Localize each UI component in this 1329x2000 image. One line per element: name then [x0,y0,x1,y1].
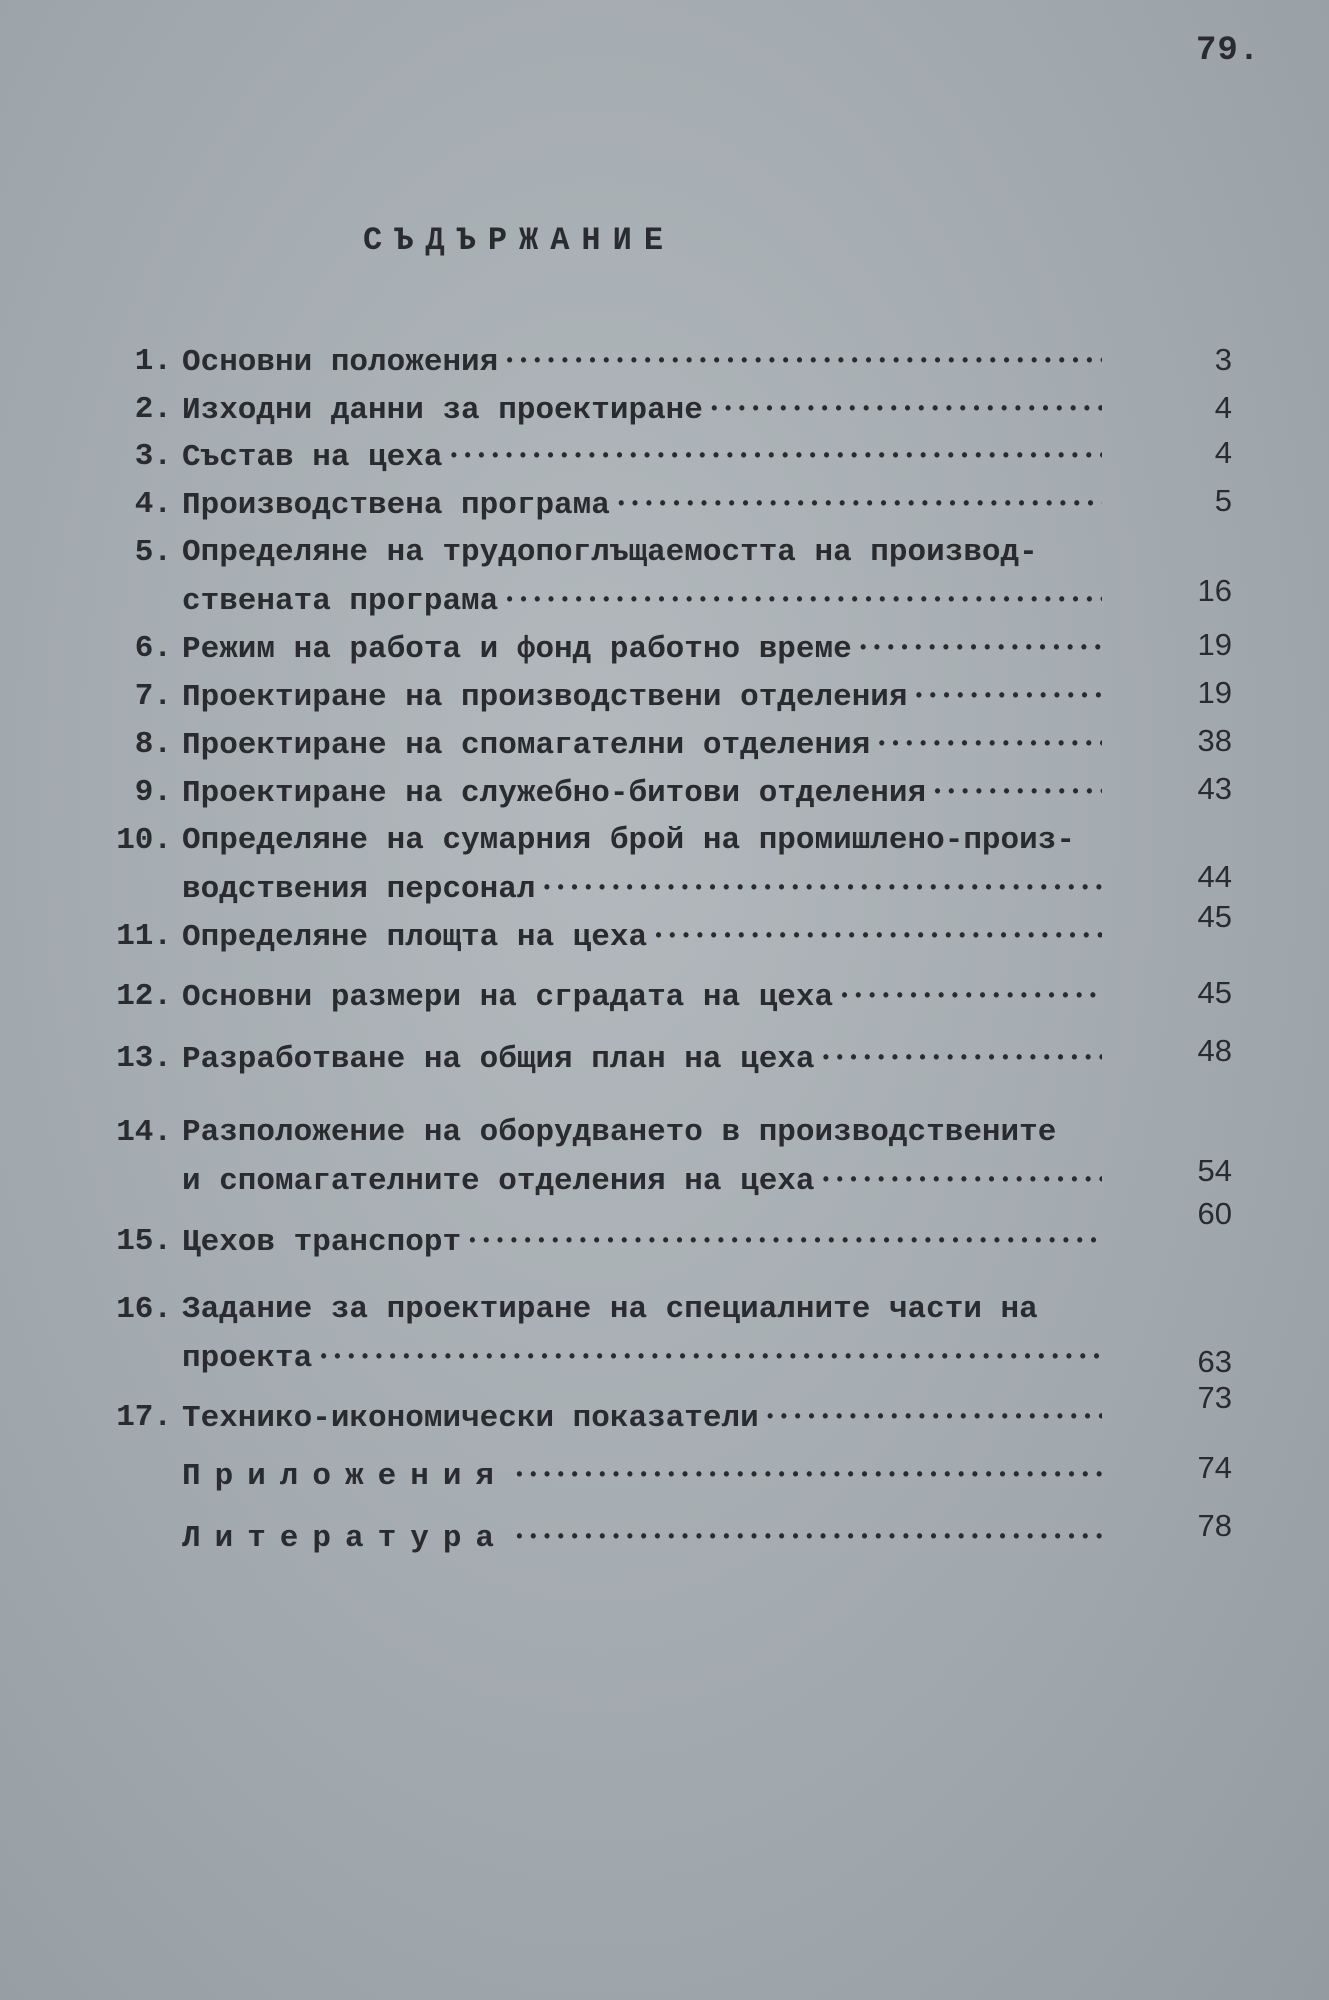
toc-entry-title [172,433,1182,482]
toc-entry-number: 3. [134,439,172,474]
toc-entry-line: Определяне на трудопоглъщаемостта на производ- [182,535,1038,570]
dot-leader [504,338,1102,387]
toc-entry-page: 3 [1214,342,1232,377]
toc-entry-page: 54 [1197,1153,1232,1188]
toc-entry-number: 13. [116,1041,172,1076]
toc-entry-line: и спомагателните отделения на цеха ••••• [182,1157,1102,1206]
toc-entry-title [172,1218,1182,1267]
toc-entry-page: 60 [1197,1196,1232,1231]
toc-entry-line: Определяне на сумарния брой на промишлено-произ- [182,823,1075,858]
toc-entry-title [172,1452,1182,1501]
toc-entry-line: Задание за проектиране на специалните части на [182,1292,1038,1327]
toc-entry-line: Производствена програма ••••• [182,481,1102,530]
dot-leader [821,1157,1102,1206]
toc-entry-page: 74 [1197,1450,1232,1485]
toc-entry-title [172,1514,1182,1563]
toc-entry-line: Проектиране на спомагателни отделения ••••• [182,721,1102,770]
dot-leader [839,973,1102,1022]
dot-leader [858,625,1102,674]
toc-entry-number: 15. [116,1224,172,1259]
toc-entry-line: Проектиране на служебно-битови отделения ••••• [182,769,1102,818]
dot-leader [514,1452,1102,1501]
dot-leader [932,769,1102,818]
toc-entry-title [172,973,1182,1022]
toc-entry-page: 19 [1197,675,1232,710]
dot-leader [653,913,1102,962]
toc-entry-title [172,1035,1182,1084]
dot-leader [709,386,1102,435]
toc-entry-title [172,817,1182,914]
dot-leader [448,433,1102,482]
toc-entry-number: 7. [134,679,172,714]
toc-entry-number: 11. [116,919,172,954]
toc-entry-number: 9. [134,775,172,810]
dot-leader [821,1035,1102,1084]
toc-entry-page: 73 [1197,1380,1232,1415]
toc-entry-line: Проектиране на производствени отделения ••••• [182,673,1102,722]
toc-entry-line: Литература ••••• [182,1514,1102,1563]
toc-entry-page: 45 [1197,975,1232,1010]
toc-entry-page: 43 [1197,771,1232,806]
dot-leader [318,1334,1102,1383]
toc-entry-page: 44 [1197,859,1232,894]
toc-entry-title [172,529,1182,626]
dot-leader [765,1394,1102,1443]
toc-entry-number: 12. [116,979,172,1014]
dot-leader [541,865,1102,914]
toc-entry-line: проекта ••••• [182,1334,1102,1383]
toc-entry-page: 16 [1197,573,1232,608]
toc-entry-line: Определяне площта на цеха ••••• [182,913,1102,962]
toc-entry-number: 8. [134,727,172,762]
toc-entry-title [172,1394,1182,1443]
toc-entry-page: 4 [1214,435,1232,470]
toc-entry-line: Състав на цеха ••••• [182,433,1102,482]
toc-entry-title [172,338,1182,387]
toc-entry-line: Основни размери на сградата на цеха ••••• [182,973,1102,1022]
toc-entry-title [172,913,1182,962]
toc-entry-line: водствения персонал ••••• [182,865,1102,914]
toc-entry-title [172,769,1182,818]
toc-entry-number: 6. [134,631,172,666]
toc-entry-page: 48 [1197,1033,1232,1068]
toc-entry-line: Приложения ••••• [182,1452,1102,1501]
dot-leader [616,481,1102,530]
dot-leader [467,1218,1102,1267]
toc-entry-page: 4 [1214,390,1232,425]
toc-entry-line: Технико-икономически показатели ••••• [182,1394,1102,1443]
toc-entry-page: 5 [1214,483,1232,518]
toc-entry-line: ствената програма ••••• [182,577,1102,626]
dot-leader [914,673,1102,722]
toc-entry-title [172,386,1182,435]
toc-entry-page: 45 [1197,899,1232,934]
dot-leader [514,1514,1102,1563]
toc-entry-number: 10. [116,823,172,858]
page-number: 79. [1196,32,1261,70]
toc-entry-title [172,721,1182,770]
toc-entry-line: Разположение на оборудването в производствените [182,1115,1057,1150]
toc-entry-number: 5. [134,535,172,570]
toc-entry-page: 19 [1197,627,1232,662]
toc-entry-title [172,481,1182,530]
toc-entry-number: 17. [116,1400,172,1435]
toc-entry-number: 1. [134,344,172,379]
toc-entry-line: Цехов транспорт ••••• [182,1218,1102,1267]
toc-entry-page: 38 [1197,723,1232,758]
toc-entry-line: Разработване на общия план на цеха ••••• [182,1035,1102,1084]
toc-entry-page: 63 [1197,1344,1232,1379]
toc-entry-number: 14. [116,1115,172,1150]
dot-leader [876,721,1102,770]
page-title: СЪДЪРЖАНИЕ [363,222,676,259]
toc-entry-line: Режим на работа и фонд работно време ••••• [182,625,1102,674]
toc-entry-line: Изходни данни за проектиране ••••• [182,386,1102,435]
toc-entry-number: 16. [116,1292,172,1327]
toc-entry-line: Основни положения ••••• [182,338,1102,387]
toc-entry-number: 2. [134,392,172,427]
toc-entry-page: 78 [1197,1508,1232,1543]
toc-entry-title [172,625,1182,674]
toc-entry-title [172,1286,1182,1383]
toc-entry-number: 4. [134,487,172,522]
toc-entry-title [172,673,1182,722]
toc-entry-title [172,1109,1182,1206]
dot-leader [504,577,1102,626]
